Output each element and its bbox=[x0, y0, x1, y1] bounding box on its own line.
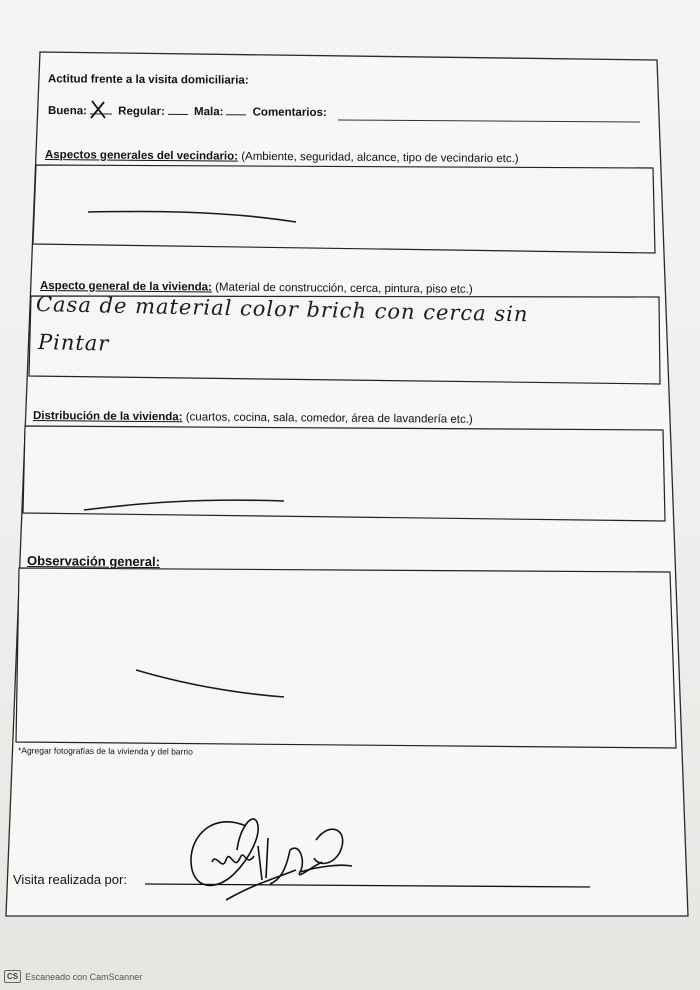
rating-good-label: Buena: bbox=[47, 105, 88, 118]
rating-bad-blank[interactable] bbox=[226, 104, 246, 115]
photo-note: *Agregar fotografías de la vivienda y del barrio bbox=[17, 745, 193, 757]
section-hint-text: (cuartos, cocina, sala, comedor, área de lavandería etc.) bbox=[185, 411, 473, 426]
housing-answer-line-2: Pintar bbox=[37, 330, 110, 356]
camscanner-logo-icon: CS bbox=[4, 970, 21, 983]
section-title-text: Aspecto general de la vivienda: bbox=[39, 280, 212, 294]
rating-regular-blank[interactable] bbox=[168, 104, 188, 115]
section-title-text: Distribución de la vivienda: bbox=[32, 410, 183, 424]
rating-comments-label: Comentarios: bbox=[252, 106, 327, 119]
section-title-text: Observación general: bbox=[26, 553, 161, 570]
scanner-watermark-text: Escaneado con CamScanner bbox=[25, 971, 143, 982]
attitude-question: Actitud frente a la visita domiciliaria: bbox=[47, 73, 249, 87]
attitude-rating-row bbox=[48, 103, 327, 119]
section-observation-title bbox=[27, 553, 160, 569]
rating-good-blank[interactable] bbox=[90, 103, 112, 114]
section-hint-text: (Ambiente, seguridad, alcance, tipo de vecindario etc.) bbox=[241, 150, 519, 166]
housing-answer-line-1: Casa de material color brich con cerca sin bbox=[35, 292, 529, 327]
rating-regular-label: Regular: bbox=[118, 105, 165, 118]
scanner-watermark bbox=[4, 970, 142, 983]
answer-box-neighborhood bbox=[33, 165, 655, 253]
section-title-text: Aspectos generales del vecindario: bbox=[44, 149, 239, 163]
section-hint-text: (Material de construcción, cerca, pintura, piso etc.) bbox=[215, 281, 473, 296]
rating-bad-label: Mala: bbox=[193, 106, 224, 119]
visited-by-label: Visita realizada por: bbox=[13, 872, 127, 887]
answer-box-observation bbox=[16, 568, 676, 748]
